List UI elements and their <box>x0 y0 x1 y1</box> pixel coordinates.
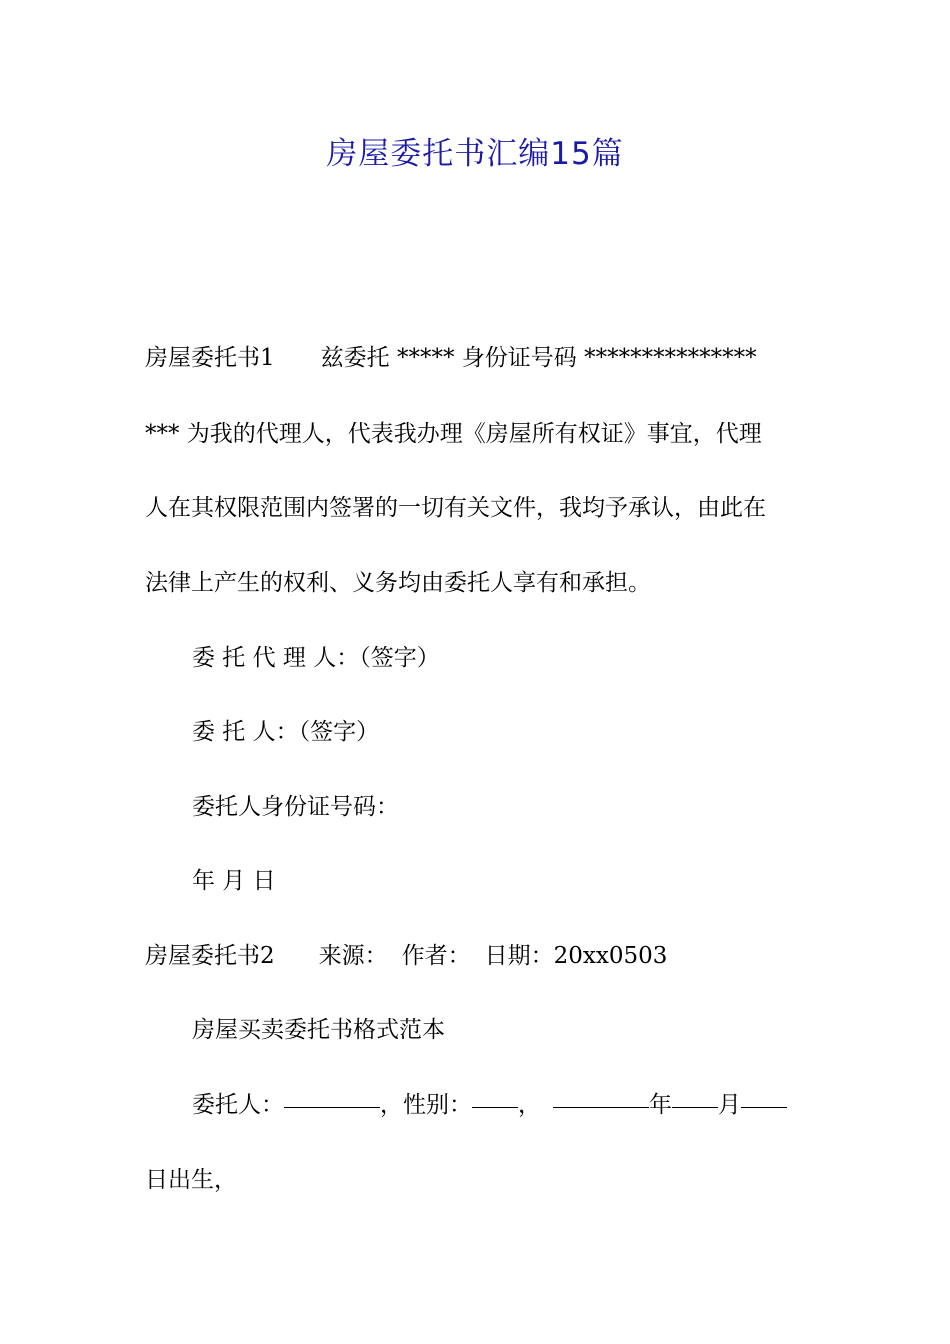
section1-line3: 人在其权限范围内签署的一切有关文件，我均予承认，由此在 <box>145 495 766 521</box>
principal-signature-line: 委 托 人：（签字） <box>192 719 380 745</box>
birth-year-blank <box>553 1106 649 1108</box>
section1-heading: 房屋委托书1 <box>145 345 275 371</box>
principal-id-line: 委托人身份证号码： <box>192 794 399 820</box>
principal-name-blank <box>284 1106 380 1108</box>
birth-day-blank <box>741 1106 787 1108</box>
source-label: 来源： <box>318 943 388 969</box>
birth-line: 日出生， <box>145 1167 237 1193</box>
section1-line2: *** 为我的代理人，代表我办理《房屋所有权证》事宜，代理 <box>145 421 762 447</box>
principal-info-line <box>192 1079 812 1131</box>
date-line: 年 月 日 <box>192 868 276 894</box>
section1-line1 <box>145 332 810 384</box>
section1-line1-text: 兹委托 ***** 身份证号码 *************** <box>320 345 757 371</box>
section2-heading: 房屋委托书2 <box>145 943 275 969</box>
date-label: 日期：20xx0503 <box>484 943 668 969</box>
principal-label: 委托人： <box>192 1092 284 1118</box>
gender-blank <box>472 1106 518 1108</box>
comma-separator: ， <box>518 1092 541 1118</box>
section1-line4: 法律上产生的权利、义务均由委托人享有和承担。 <box>145 570 651 596</box>
birth-month-blank <box>672 1106 718 1108</box>
document-title: 房屋委托书汇编15篇 <box>326 136 624 172</box>
month-label: 月 <box>718 1092 741 1118</box>
author-label: 作者： <box>401 943 471 969</box>
section2-header-line <box>145 930 810 982</box>
year-label: 年 <box>649 1092 672 1118</box>
gender-label: ，性别： <box>380 1092 472 1118</box>
agent-signature-line: 委 托 代 理 人：（签字） <box>192 645 440 671</box>
section2-subtitle: 房屋买卖委托书格式范本 <box>192 1017 445 1043</box>
